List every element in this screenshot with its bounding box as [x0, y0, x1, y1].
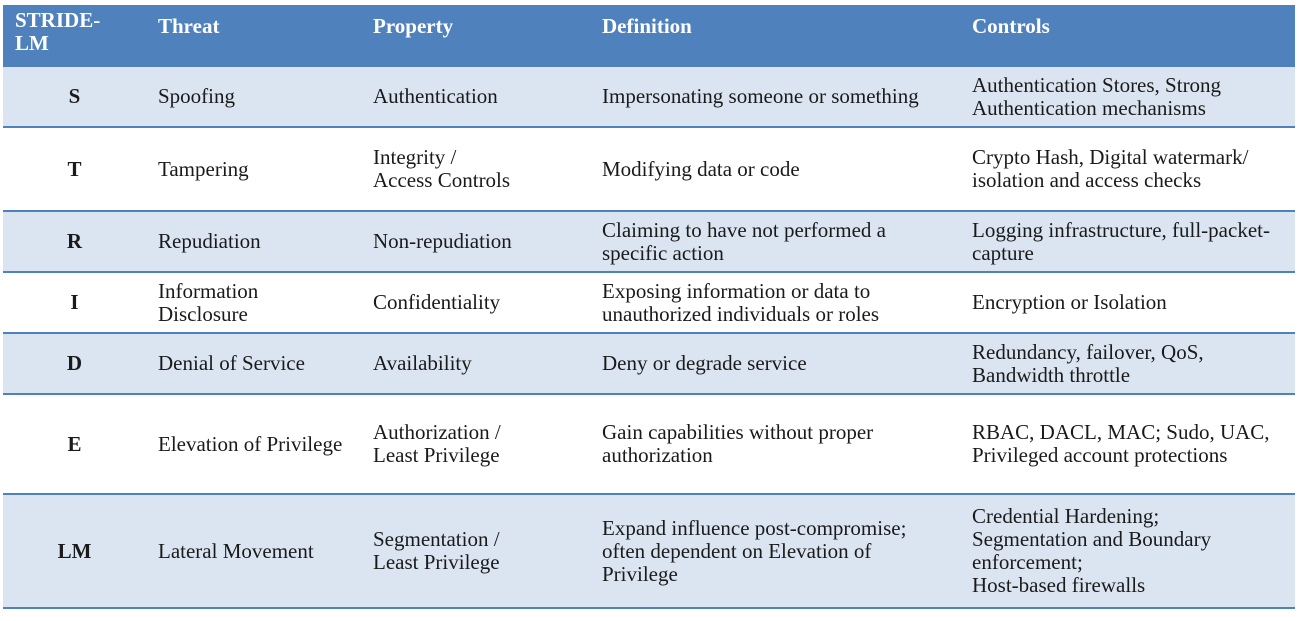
- table-row-denial-of-service: [3, 333, 1295, 394]
- cell-property: Authentication: [361, 66, 590, 127]
- cell-controls: Redundancy, failover, QoS, Bandwidth throttle: [960, 333, 1295, 394]
- cell-controls: RBAC, DACL, MAC; Sudo, UAC, Privileged account protections: [960, 394, 1295, 494]
- cell-definition: Expand influence post-compromise; often dependent on Elevation of Privilege: [590, 494, 960, 608]
- cell-property: Non-repudiation: [361, 211, 590, 272]
- cell-definition: Modifying data or code: [590, 127, 960, 211]
- header-row: [3, 5, 1295, 66]
- cell-definition: Impersonating someone or something: [590, 66, 960, 127]
- table-row-tampering: [3, 127, 1295, 211]
- cell-code: S: [3, 66, 146, 127]
- cell-threat: Lateral Movement: [146, 494, 361, 608]
- header-property: Property: [373, 14, 454, 38]
- cell-code: I: [3, 272, 146, 333]
- header-threat: Threat: [158, 14, 220, 38]
- table-row-lateral-movement: [3, 494, 1295, 608]
- cell-threat: Spoofing: [146, 66, 361, 127]
- stride-lm-table: [3, 5, 1295, 609]
- cell-code: D: [3, 333, 146, 394]
- cell-property: Availability: [361, 333, 590, 394]
- cell-threat: Repudiation: [146, 211, 361, 272]
- cell-code: R: [3, 211, 146, 272]
- cell-controls: Authentication Stores, Strong Authentication mechanisms: [960, 66, 1295, 127]
- cell-code: LM: [3, 494, 146, 608]
- cell-definition: Deny or degrade service: [590, 333, 960, 394]
- table-row-spoofing: [3, 66, 1295, 127]
- cell-property: Confidentiality: [361, 272, 590, 333]
- cell-threat: Elevation of Privilege: [146, 394, 361, 494]
- header-definition: Definition: [602, 14, 692, 38]
- cell-definition: Gain capabilities without proper authorization: [590, 394, 960, 494]
- cell-threat: Tampering: [146, 127, 361, 211]
- cell-property: Segmentation / Least Privilege: [361, 494, 590, 608]
- cell-definition: Claiming to have not performed a specific action: [590, 211, 960, 272]
- table-header: [3, 5, 1295, 66]
- cell-property: Authorization / Least Privilege: [361, 394, 590, 494]
- cell-property: Integrity / Access Controls: [361, 127, 590, 211]
- header-stride-lm: STRIDE- LM: [15, 8, 101, 55]
- table-row-repudiation: [3, 211, 1295, 272]
- cell-definition: Exposing information or data to unauthorized individuals or roles: [590, 272, 960, 333]
- cell-threat: Information Disclosure: [146, 272, 361, 333]
- cell-threat: Denial of Service: [146, 333, 361, 394]
- cell-controls: Credential Hardening; Segmentation and Boundary enforcement; Host-based firewalls: [960, 494, 1295, 608]
- table-row-elevation-of-privilege: [3, 394, 1295, 494]
- header-controls: Controls: [972, 14, 1050, 38]
- cell-controls: Logging infrastructure, full-packet-capture: [960, 211, 1295, 272]
- cell-controls: Crypto Hash, Digital watermark/ isolation and access checks: [960, 127, 1295, 211]
- cell-controls: Encryption or Isolation: [960, 272, 1295, 333]
- cell-code: E: [3, 394, 146, 494]
- table-row-information-disclosure: [3, 272, 1295, 333]
- table-body: [3, 66, 1295, 608]
- cell-code: T: [3, 127, 146, 211]
